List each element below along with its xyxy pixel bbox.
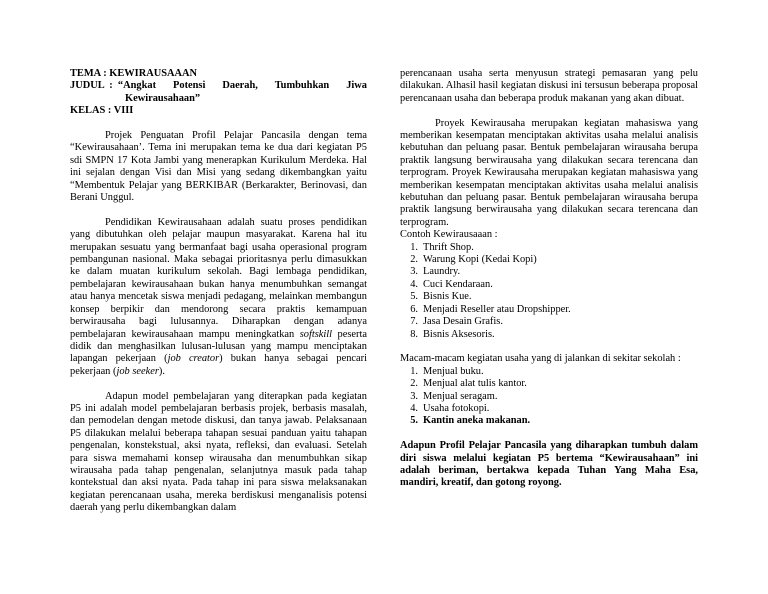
list-text: Thrift Shop. bbox=[423, 241, 474, 253]
closing-paragraph: Adapun Profil Pelajar Pancasila yang diharapkan tumbuh dalam diri siswa melalui kegiatan P5 bertema “Kewirausahaan” ini adalah beriman, bertakwa kepada Tuhan Yang Maha Esa, mandiri, kreatif, dan gotong royong. bbox=[400, 440, 698, 489]
model-paragraph: Adapun model pembelajaran yang diterapkan pada kegiatan P5 ini adalah model pembelajaran berbasis projek, berbasis masalah, dan pemodelan dengan metode diskusi, dan tanya jawab. Pelaksanaan P5 dilakukan melalui beberapa tahapan sesuai panduan yaitu tahapan pengenalan, konstekstual, aksi nyata, refleksi, dan evaluasi. Setelah para siswa memahami konsep wirausaha dan menumbuhkan sikap wirausaha pada tahap pengenalan, selanjutnya masuk pada tahap kontekstual dan aksi nyata. Pada tahap ini para siswa melaksanakan kegiatan perencanaan usaha, mereka berdiskusi menganalisis potensi daerah yang perlu dikembangkan dalam bbox=[70, 390, 367, 514]
judul-heading bbox=[70, 80, 367, 92]
contoh-heading: Contoh Kewirausaaan : bbox=[400, 229, 498, 241]
judul-line-1: “Angkat Potensi Daerah, Tumbuhkan Jiwa bbox=[117, 80, 367, 92]
list-text: Menjadi Reseller atau Dropshipper. bbox=[423, 303, 571, 315]
right-column bbox=[400, 68, 698, 490]
list-text: Usaha fotokopi. bbox=[423, 402, 490, 414]
list-number: 4. bbox=[410, 402, 418, 414]
list-item bbox=[400, 291, 698, 303]
macam-list bbox=[400, 366, 698, 428]
list-text: Jasa Desain Grafis. bbox=[423, 316, 503, 328]
pendidikan-text-c: ) bukan hanya sebagai pencari pekerjaan ( bbox=[70, 353, 367, 377]
list-number: 2. bbox=[410, 254, 418, 266]
list-item bbox=[400, 329, 698, 341]
list-number: 5. bbox=[410, 415, 418, 427]
pendidikan-text-d: ). bbox=[158, 365, 165, 377]
tema-heading: TEMA : KEWIRAUSAAAN bbox=[70, 68, 198, 79]
list-number: 5. bbox=[410, 291, 418, 303]
spacer bbox=[400, 105, 698, 117]
list-item bbox=[400, 415, 698, 427]
spacer bbox=[70, 118, 367, 130]
spacer bbox=[400, 428, 698, 440]
list-text: Warung Kopi (Kedai Kopi) bbox=[423, 254, 537, 266]
list-number: 1. bbox=[410, 365, 418, 377]
pendidikan-text-b: peserta didik dan menghasilkan lulusan-lulusan yang mampu menciptakan lapangan pekerjaan ( bbox=[70, 328, 367, 365]
list-item bbox=[400, 279, 698, 291]
spacer bbox=[70, 204, 367, 216]
list-item bbox=[400, 391, 698, 403]
list-number: 3. bbox=[410, 266, 418, 278]
judul-line-2: Kewirausahaan” bbox=[125, 92, 201, 104]
list-text: Bisnis Kue. bbox=[423, 291, 472, 303]
list-text: Kantin aneka makanan. bbox=[423, 415, 531, 427]
list-text: Cuci Kendaraan. bbox=[423, 278, 493, 290]
softskill-term: softskill bbox=[299, 328, 333, 340]
list-text: Laundry. bbox=[423, 266, 461, 278]
judul-label: JUDUL : bbox=[70, 80, 118, 92]
list-item bbox=[400, 316, 698, 328]
list-number: 3. bbox=[410, 390, 418, 402]
list-number: 8. bbox=[410, 328, 418, 340]
kelas-heading: KELAS : VIII bbox=[70, 105, 134, 117]
perencanaan-paragraph: perencanaan usaha serta menyusun strategi pemasaran yang pelu dilakukan. Alhasil hasil kegiatan diskusi ini tersusun beberapa proposal perencanaan usaha dan beberapa produk makanan yang akan dibuat. bbox=[400, 68, 698, 104]
proyek-paragraph: Proyek Kewirausaha merupakan kegiatan mahasiswa yang memberikan kesempatan menciptakan aktivitas usaha melalui analisis kebutuhan dan peluang pasar. Bentuk pembelajaran wirausaha berupa praktik langsung berwirausaha yang dilakukan secara terencana dan terprogram. Proyek Kewirausaha merupakan kegiatan mahasiswa yang memberikan kesempatan menciptakan aktivitas usaha melalui analisis kebutuhan dan peluang pasar. Bentuk pembelajaran wirausaha berupa praktik langsung berwirausaha yang dilakukan secara terencana dan terprogram. bbox=[400, 117, 698, 228]
list-item bbox=[400, 403, 698, 415]
list-number: 4. bbox=[410, 278, 418, 290]
list-item bbox=[400, 366, 698, 378]
list-item bbox=[400, 254, 698, 266]
list-text: Bisnis Aksesoris. bbox=[423, 328, 495, 340]
list-number: 6. bbox=[410, 303, 418, 315]
pendidikan-paragraph bbox=[70, 217, 367, 378]
job-seeker-term: job seeker bbox=[116, 365, 159, 377]
pendidikan-text-a: Pendidikan Kewirausahaan adalah suatu proses pendidikan yang dibutuhkan oleh pelajar maupun masyarakat. Karena hal itu merupakan sesuatu yang bermanfaat bagi usaha operasional program pembangunan nasional. Maka sebagai prioritasnya perlu dimasukkan ke dalam muatan kurikulum sekolah. Bagi lembaga pendidikan, pembelajaran kewirausahaan bukan hanya menumbuhkan semangat atau hanya mencetak siswa menjadi pedagang, melainkan membangun konsep berpikir dan mendorong secara praktis kemampuan berwirausaha bagi lulusannya. Diharapkan dengan adanya pembelajaran kewirausahaan mampu meningkatkan bbox=[70, 216, 367, 340]
left-column bbox=[70, 68, 367, 515]
list-item bbox=[400, 304, 698, 316]
intro-paragraph: Projek Penguatan Profil Pelajar Pancasila dengan tema “Kewirausahaan’. Tema ini merupakan tema ke dua dari kegiatan P5 sdi SMPN 17 Kota Jambi yang menerapkan Kurikulum Merdeka. Hal ini sejalan dengan Visi dan Misi yang sedang dikembangkan yaitu “Membentuk Pelajar yang BERKIBAR (Berkarakter, Berinovasi, dan Berani Unggul. bbox=[70, 130, 367, 204]
list-number: 1. bbox=[410, 241, 418, 253]
list-number: 2. bbox=[410, 378, 418, 390]
list-item bbox=[400, 378, 698, 390]
spacer bbox=[70, 378, 367, 390]
list-text: Menjual buku. bbox=[423, 365, 484, 377]
spacer bbox=[400, 341, 698, 353]
list-number: 7. bbox=[410, 316, 418, 328]
list-text: Menjual alat tulis kantor. bbox=[423, 378, 527, 390]
list-text: Menjual seragam. bbox=[423, 390, 498, 402]
list-item bbox=[400, 242, 698, 254]
contoh-list bbox=[400, 242, 698, 341]
job-creator-term: job creator bbox=[167, 353, 220, 365]
list-item bbox=[400, 266, 698, 278]
macam-heading: Macam-macam kegiatan usaha yang di jalankan di sekitar sekolah : bbox=[400, 353, 681, 365]
